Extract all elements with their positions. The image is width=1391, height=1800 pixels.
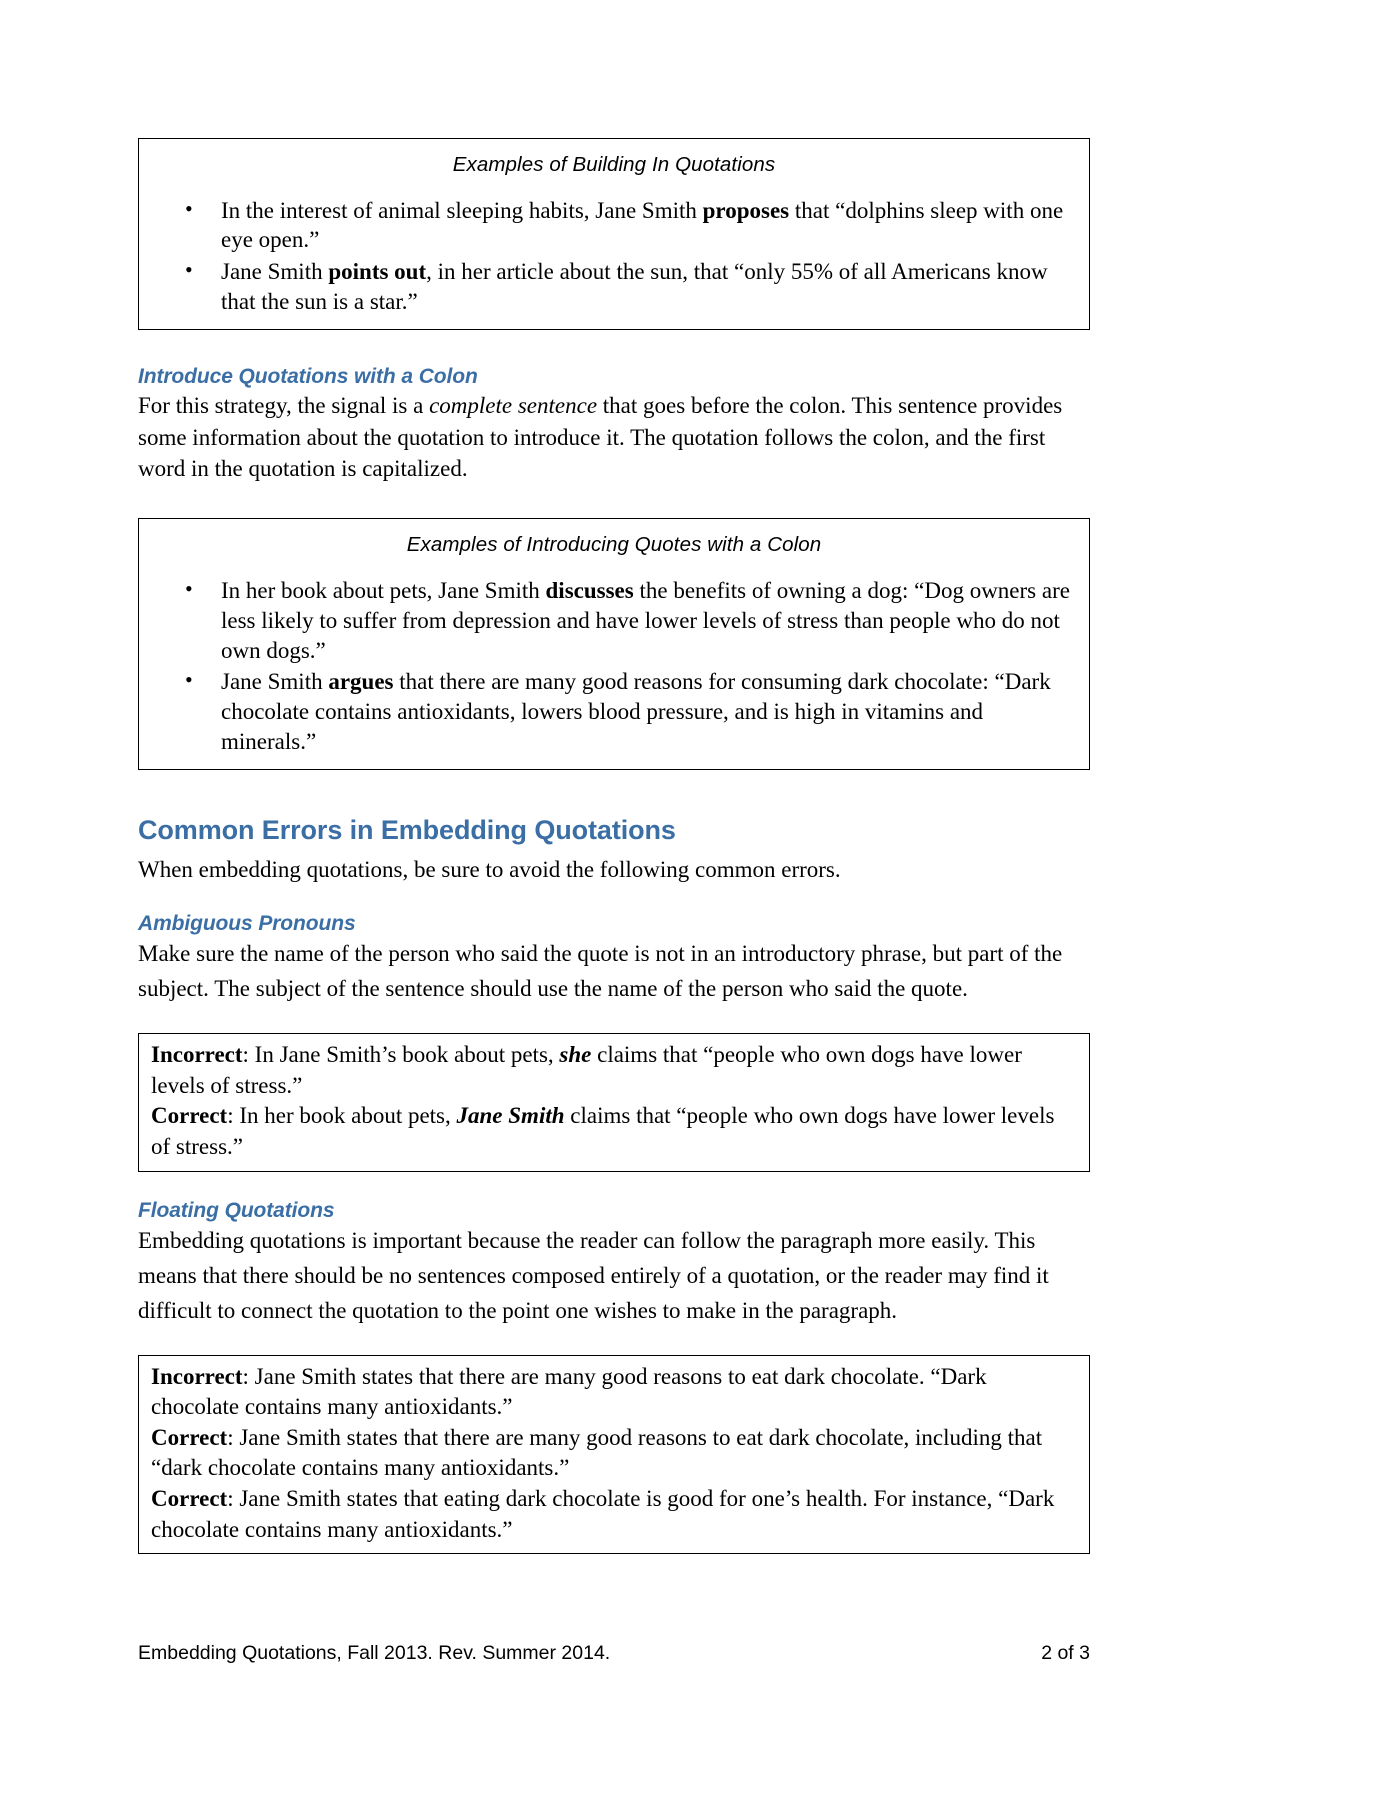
bullet-text-bold: points out: [328, 259, 427, 285]
line-label: Incorrect: [151, 1042, 243, 1068]
list-item: [139, 576, 1073, 666]
example-box-title: Examples of Building In Quotations: [452, 153, 776, 176]
spacer: [138, 1007, 1090, 1033]
incorrect-correct-line: [151, 1484, 1077, 1545]
line-part-1: : In her book about pets,: [227, 1103, 457, 1129]
list-item: [139, 196, 1073, 256]
bullet-icon: •: [185, 195, 193, 221]
line-part-2: claims that “people who own dogs have lower levels of stress.”: [151, 1103, 1055, 1160]
list-item: [139, 257, 1073, 317]
list-item: [139, 667, 1073, 757]
spacer: [138, 1329, 1090, 1355]
line-label: Correct: [151, 1486, 228, 1512]
example-list: [139, 196, 1089, 318]
bullet-text-tail: that “dolphins sleep with one eye open.”: [221, 197, 1064, 253]
paragraph-colon-strategy: [138, 390, 1090, 484]
line-emphasis: she: [559, 1042, 592, 1068]
bullet-text-tail: that there are many good reasons for consuming dark chocolate: “Dark chocolate contains antioxidants, lowers blood pressure, and is high in vitamins and minerals.”: [221, 669, 1051, 755]
paragraph-ambiguous-pronouns: Make sure the name of the person who said the quote is not in an introductory phrase, but part of the subject. The subject of the sentence should use the name of the person who said the quote.: [138, 941, 1063, 1002]
heading-common-errors: Common Errors in Embedding Quotations: [138, 815, 676, 846]
line-emphasis: Jane Smith: [456, 1103, 565, 1129]
example-box-floating-quotations: [138, 1355, 1090, 1554]
incorrect-correct-line: [151, 1040, 1077, 1101]
paragraph-part-1: For this strategy, the signal is a: [138, 393, 430, 419]
bullet-text-lead: Jane Smith: [221, 669, 329, 695]
line-label: Incorrect: [151, 1363, 243, 1389]
spacer: [138, 1172, 1090, 1198]
subheading-floating-quotations: Floating Quotations: [138, 1198, 335, 1222]
example-box-colon: [138, 518, 1090, 770]
line-part-1: : In Jane Smith’s book about pets,: [242, 1042, 560, 1068]
spacer: [138, 330, 1090, 364]
line-label: Correct: [151, 1424, 228, 1450]
incorrect-correct-line: [151, 1101, 1077, 1162]
subheading-ambiguous-pronouns: Ambiguous Pronouns: [138, 912, 356, 936]
bullet-text-lead: In the interest of animal sleeping habits, Jane Smith: [221, 197, 703, 223]
bullet-icon: •: [185, 257, 193, 283]
bullet-text-lead: Jane Smith: [221, 259, 329, 285]
bullet-text-tail: , in her article about the sun, that “only 55% of all Americans know that the sun is a star.”: [221, 259, 1048, 315]
example-box-title: Examples of Introducing Quotes with a Colon: [406, 533, 822, 557]
example-box-ambiguous-pronouns: [138, 1033, 1090, 1171]
bullet-text-bold: proposes: [702, 197, 790, 223]
bullet-icon: •: [185, 667, 193, 693]
example-box-building-in: [138, 138, 1090, 330]
footer-page-number: 2 of 3: [1041, 1642, 1090, 1664]
document-content: [138, 138, 1090, 1554]
spacer: [138, 484, 1090, 518]
example-list: [139, 576, 1089, 757]
spacer: [138, 885, 1090, 911]
line-text: : Jane Smith states that there are many good reasons to eat dark chocolate, including that “dark chocolate contains many antioxidants.”: [151, 1424, 1043, 1481]
bullet-text-lead: In her book about pets, Jane Smith: [221, 577, 546, 603]
paragraph-part-2: that goes before the colon. This sentence provides some information about the quotation to introduce it. The quotation follows the colon, and the first word in the quotation is capitalized.: [138, 393, 1063, 481]
line-label: Correct: [151, 1103, 228, 1129]
bullet-icon: •: [185, 575, 193, 601]
bullet-text-tail: the benefits of owning a dog: “Dog owners are less likely to suffer from depression and have lower levels of stress than people who do not own dogs.”: [221, 577, 1070, 663]
bullet-text-bold: discusses: [545, 577, 634, 603]
line-text: : Jane Smith states that eating dark chocolate is good for one’s health. For instance, “Dark chocolate contains many antioxidants.”: [151, 1486, 1055, 1542]
incorrect-correct-line: [151, 1423, 1077, 1484]
page-footer: [138, 1642, 1090, 1665]
bullet-text-bold: argues: [328, 669, 394, 695]
paragraph-floating-quotations: Embedding quotations is important because the reader can follow the paragraph more easily. This means that there should be no sentences composed entirely of a quotation, or the reader may find it difficult to connect the quotation to the point one wishes to make in the paragraph.: [138, 1227, 1049, 1323]
footer-document-title: Embedding Quotations, Fall 2013. Rev. Summer 2014.: [138, 1642, 611, 1664]
subheading-introduce-with-colon: Introduce Quotations with a Colon: [138, 365, 478, 389]
spacer: [138, 770, 1090, 814]
paragraph-common-errors-intro: When embedding quotations, be sure to avoid the following common errors.: [138, 856, 841, 882]
paragraph-italic-phrase: complete sentence: [429, 393, 598, 419]
line-text: : Jane Smith states that there are many good reasons to eat dark chocolate. “Dark chocolate contains many antioxidants.”: [151, 1363, 987, 1420]
line-part-2: claims that “people who own dogs have lower levels of stress.”: [151, 1042, 1022, 1098]
incorrect-correct-line: [151, 1362, 1077, 1423]
